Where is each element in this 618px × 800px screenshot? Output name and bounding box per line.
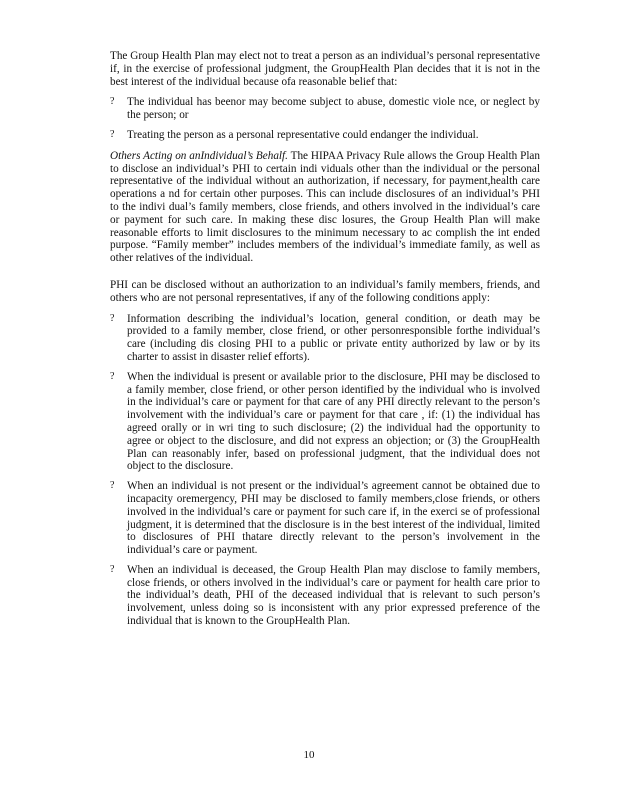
- list-item-text: Treating the person as a personal representative could endanger the individual.: [127, 128, 479, 141]
- page-number: 10: [303, 749, 315, 761]
- disclosure-conditions-list: [110, 313, 540, 628]
- list-item-text: When the individual is present or available prior to the disclosure, PHI may be disclosed to a family member, close friend, or other person identified by the individual who is involved in the individual’s care or payment for that care of any PHI directly relevant to the person’s involvement with the individual’s care or payment for that care , if: (1) the individual has agreed orally or in wri ting to such disclosure; (2) the individual had the opportunity to agree or object to the disclosure, and did not express an objection; or (3) the GroupHealth Plan can reasonably infer, based on professional judgment, that the individual does not object to the disclosure.: [127, 370, 540, 473]
- section-heading: Others Acting on anIndividual’s Behalf.: [110, 149, 288, 162]
- list-item: [110, 96, 540, 122]
- bullet-glyph: ?: [110, 370, 115, 382]
- list-item-text: When an individual is not present or the individual’s agreement cannot be obtained due to incapacity oremergency, PHI may be disclosed to family members,close friends, or others involved in the individual’s care or payment for such care if, in the exerci se of professional judgment, it is determined that the disclosure is in the best interest of the individual, limited to disclosures of PHI thatare directly relevant to the person’s involvement in the individual’s care or payment.: [127, 480, 540, 557]
- list-item: [110, 480, 540, 557]
- list-item: [110, 371, 540, 473]
- list-item: [110, 129, 540, 142]
- bullet-glyph: ?: [110, 96, 115, 108]
- others-acting-text: The HIPAA Privacy Rule allows the Group Health Plan to disclose an individual’s PHI to certain indi viduals other than the individual or the personal representative of the individual without an authorization, if necessary, for payment,health care operations a nd for certain other purposes. This can include disclosures of an individual’s PHI to the indivi dual’s family members, close friends, and others involved in the individual’s care or payment for such care. In making these disc losures, the Group Health Plan will make reasonable efforts to limit disclosures to the minimum necessary to ac complish the int ended purpose. “Family member” includes members of the individual’s immediate family, as well as other relatives of the individual.: [110, 149, 540, 265]
- list-item: [110, 313, 540, 364]
- list-item-text: The individual has beenor may become subject to abuse, domestic viole nce, or neglect by the person; or: [127, 96, 540, 122]
- page-content: [110, 50, 540, 636]
- list-item-text: When an individual is deceased, the Group Health Plan may disclose to family members, close friends, or others involved in the individual’s care or payment for health care prior to the individual’s death, PHI of the deceased individual that is relevant to such person’s involvement, unless doing so is inconsistent with any prior expressed preference of the individual that is known to the GroupHealth Plan.: [127, 563, 540, 628]
- bullet-glyph: ?: [110, 563, 115, 575]
- bullet-glyph: ?: [110, 128, 115, 140]
- bullet-glyph: ?: [110, 480, 115, 492]
- representative-paragraph: The Group Health Plan may elect not to treat a person as an individual’s personal representative if, in the exercise of professional judgment, the GroupHealth Plan decides that it is not in the best interest of the individual because ofa reasonable belief that:: [110, 50, 540, 88]
- representative-conditions-list: [110, 96, 540, 141]
- bullet-glyph: ?: [110, 312, 115, 324]
- list-item: [110, 564, 540, 628]
- others-acting-paragraph: [110, 150, 540, 265]
- list-item-text: Information describing the individual’s location, general condition, or death may be provided to a family member, close friend, or other personresponsible forthe individual’s care (including dis closing PHI to a public or private entity authorized by law or by its charter to assist in disaster relief efforts).: [127, 312, 540, 363]
- disclosure-paragraph: PHI can be disclosed without an authorization to an individual’s family members, friends, and others who are not personal representatives, if any of the following conditions apply:: [110, 278, 540, 304]
